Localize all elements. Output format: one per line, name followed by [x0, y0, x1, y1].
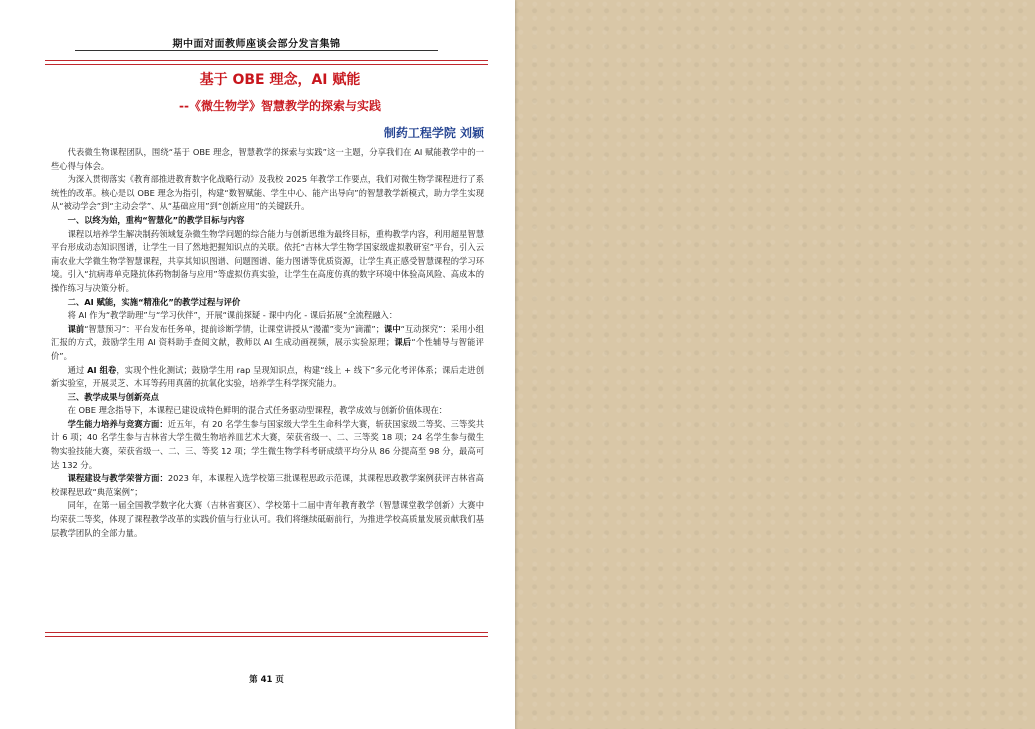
- paragraph-background: 为深入贯彻落实《教育部推进教育数字化战略行动》及我校 2025 年教学工作要点，我们对微生物学课程进行了系统性的改革。核心是以 OBE 理念为指引，构建“数智赋能、学生中心、能产出导向”的智慧教学新模式，助力学生实现从“被动学会”到“主动会学”、从“基础应用”到“创新应用”的关键跃升。: [51, 174, 484, 212]
- paragraph-ai-role: 将 AI 作为“教学助理”与“学习伙伴”，开展“课前探疑 - 课中内化 - 课后拓展”全流程融入：: [67, 310, 398, 321]
- section-heading-3: 三、教学成果与创新亮点: [67, 391, 159, 402]
- text-competitions: 近五年，有 20 名学生参与国家级大学生生命科学大赛，斩获国家级二等奖、三等奖共计 6 项；40 名学生参与吉林省大学生微生物培养皿艺术大赛，荣获省级一、二、三等奖 18 项；24 名学生参与微生物实验技能大赛，荣获省级一、二、三、等奖 12 项；学生微生物学科考研成绩平均分从 86 分提高至 98 分，最高可达 132 分。: [51, 418, 484, 470]
- header-rule: [75, 50, 438, 51]
- label-honors: 课程建设与教学荣誉方面：: [67, 473, 168, 484]
- paragraph-honors: [51, 472, 484, 499]
- article-author: 制药工程学院 刘颖: [383, 126, 484, 140]
- label-post-class: 课后: [394, 337, 412, 348]
- paragraph-section-1: 课程以培养学生解决制药领域复杂微生物学问题的综合能力与创新思维为最终目标，重构教学内容，利用超星智慧平台形成动态知识图谱，让学生一目了然地把握知识点的关联。依托“吉林大学生物学国家级虚拟教研室”平台，引入云南农业大学微生物学智慧课程，共享其知识图谱、问题图谱、能力图谱等优质资源，让学生真正感受智慧课程的学习环境。引入“抗病毒单克隆抗体药物制备与应用”等虚拟仿真实验，让学生在高度仿真的数字环境中体验高风险、高成本的操作练习与决策分析。: [51, 228, 484, 293]
- page-number: 第 41 页: [249, 675, 284, 685]
- text-in-class: “互动探究”：采用小组汇报的方式，鼓励学生用 AI 资料助手查阅文献，教师以 AI 生成动画视频，展示实验原理；: [51, 323, 484, 348]
- text-pre-class: “智慧预习”：平台发布任务单，提前诊断学情，让课堂讲授从“漫灌”变为“滴灌”；: [84, 323, 385, 334]
- label-competitions: 学生能力培养与竞赛方面：: [67, 418, 168, 429]
- paragraph-closing: 同年，在第一届全国教学数字化大赛（吉林省赛区）、学校第十二届中青年教育教学（智慧课堂教学创新）大赛中均荣获二等奖，体现了课程教学改革的实践价值与行业认可。我们将继续砥砺前行，为推进学校高质量发展贡献我们基层教学团队的全部力量。: [51, 500, 484, 538]
- paragraph-intro: 代表微生物课程团队，围绕“基于 OBE 理念，智慧教学的探索与实践”这一主题，分享我们在 AI 赋能教学中的一些心得与体会。: [51, 147, 484, 171]
- paragraph-outcomes: 在 OBE 理念指导下，本课程已建设成特色鲜明的混合式任务驱动型课程，教学成效与创新价值体现在：: [67, 405, 448, 416]
- text-post-class: “个性辅导与智能评价”。: [51, 337, 484, 361]
- label-in-class: 课中: [384, 323, 401, 334]
- bottom-red-double-rule: [45, 632, 488, 637]
- section-heading-2: 二、AI 赋能，实施“精准化”的教学过程与评价: [67, 296, 241, 307]
- section-heading-1: 一、以终为始，重构“智慧化”的教学目标与内容: [67, 214, 245, 225]
- top-red-double-rule: [45, 60, 488, 65]
- text-honors: 2023 年，本课程入选学校第三批课程思政示范课，其课程思政教学案例获评吉林省高校课程思政“典范案例”；: [51, 473, 484, 497]
- paragraph-stages: [51, 323, 484, 364]
- paragraph-assessment: [51, 364, 484, 391]
- article-body: [51, 146, 484, 540]
- label-ai-paper: AI 组卷: [87, 364, 117, 375]
- label-pre-class: 课前: [67, 323, 85, 334]
- document-page: [0, 0, 515, 729]
- text-assessment: ，实现个性化测试；鼓励学生用 rap 呈现知识点，构建“线上 + 线下”多元化考评体系；课后走进创新实验室，开展灵芝、木耳等药用真菌的抗氧化实验，培养学生科学探究能力。: [51, 364, 484, 389]
- article-title: 基于 OBE 理念，AI 赋能: [199, 72, 361, 88]
- text-via: 通过: [67, 364, 85, 375]
- article-subtitle: --《微生物学》智慧教学的探索与实践: [179, 99, 381, 113]
- paragraph-competitions: [51, 418, 484, 472]
- running-header: 期中面对面教师座谈会部分发言集锦: [172, 39, 341, 50]
